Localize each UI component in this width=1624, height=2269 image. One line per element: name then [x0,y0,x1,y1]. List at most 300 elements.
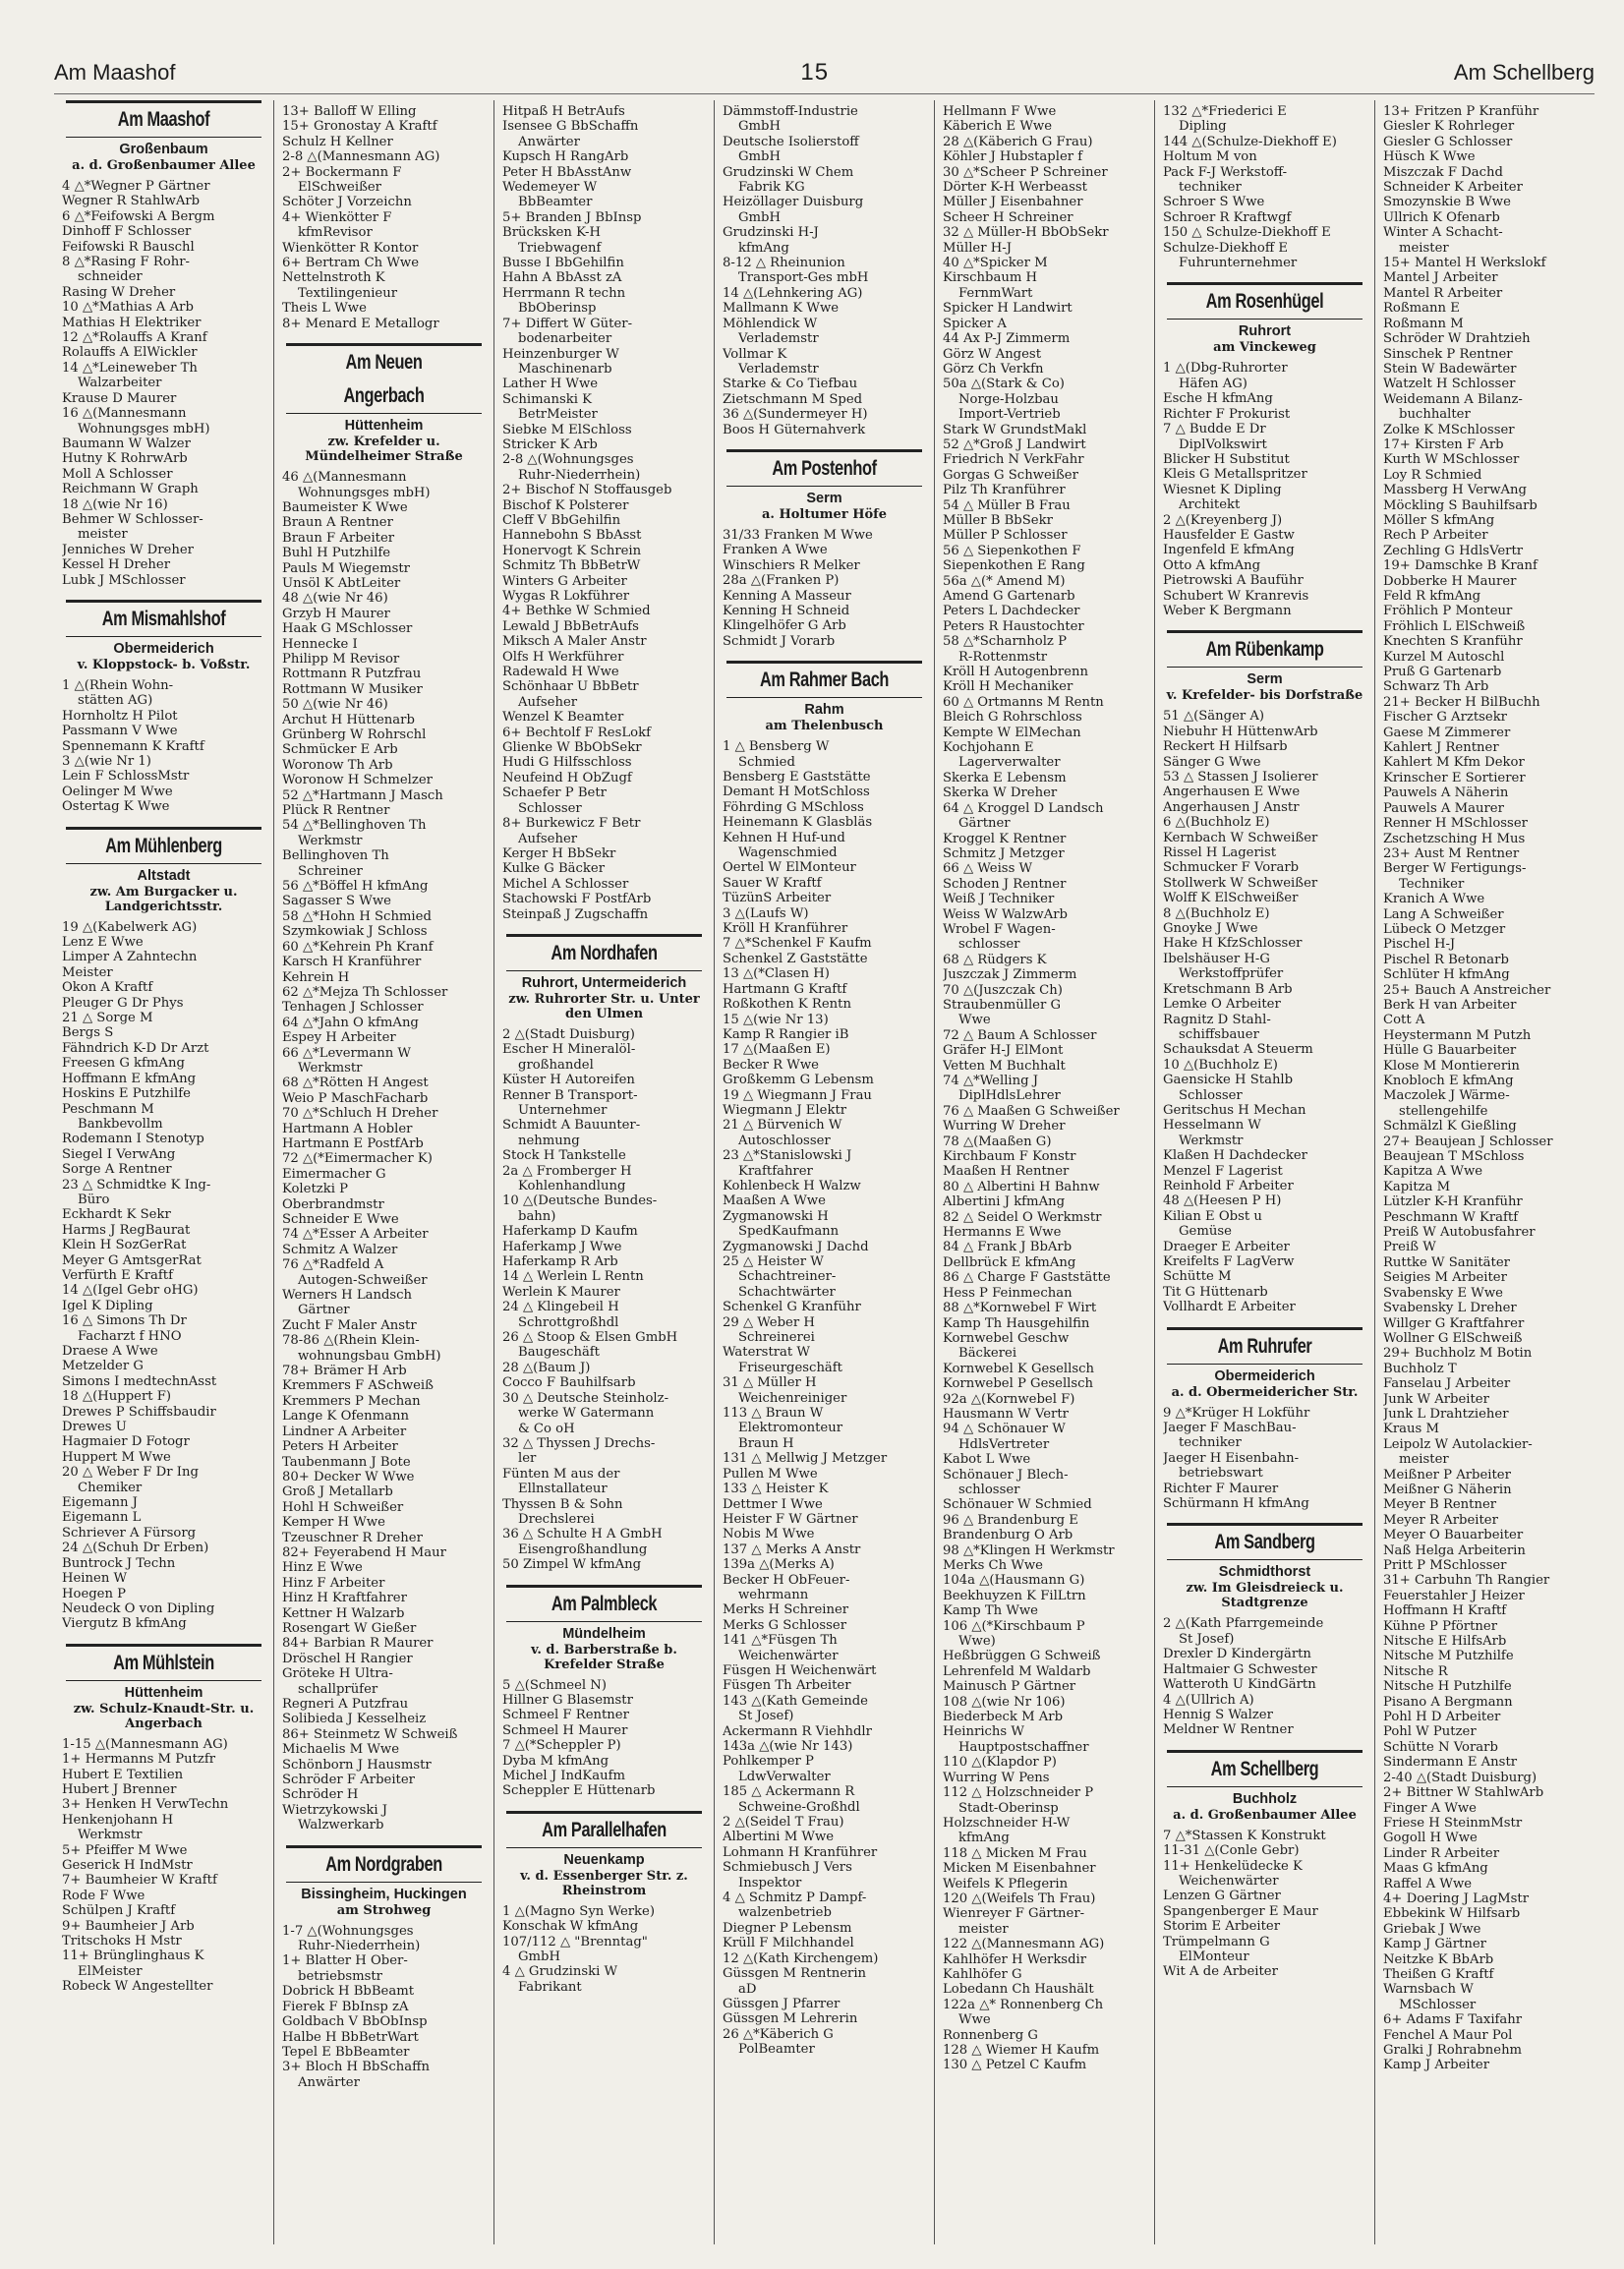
resident-entry: Schmälzl K Gießling [1383,1119,1517,1134]
resident-entry: Mainusch P Gärtner [943,1679,1076,1695]
resident-entry: Winters G Arbeiter [502,573,627,589]
resident-entry: Niebuhr H HüttenwArb [1163,724,1318,739]
resident-entry: 2a △ Fromberger H [502,1163,632,1179]
resident-entry: 36 △(Sundermeyer H) [723,407,868,423]
resident-entry: Michel A Schlosser [502,876,629,892]
resident-entry: Gärtner [298,1303,350,1318]
resident-entry: Schmeel F Rentner [502,1708,629,1723]
resident-entry: Bellinghoven Th [282,848,389,864]
resident-entry: Gnoyke J Wwe [1163,921,1258,937]
resident-entry: 8 △(Buchholz E) [1163,905,1270,921]
resident-entry: Braun H [738,1435,794,1451]
heading-rule [726,486,922,487]
resident-entry: 82 △ Seidel O Werkmstr [943,1209,1102,1225]
resident-entry: Heizöllager Duisburg [723,195,864,210]
resident-entry: Knechten S Kranführ [1383,634,1523,650]
resident-entry: Baumann W Walzer [62,436,191,451]
resident-entry: Pohlkemper P [723,1754,814,1770]
resident-entry: Schmitz J Metzger [943,845,1065,861]
street-heading [62,100,265,173]
resident-entry: Klingelhöfer G Arb [723,618,846,634]
directory-column [274,100,494,2244]
resident-entry: Escher H Mineralöl- [502,1042,636,1058]
resident-entry: Wagenschmied [738,845,838,861]
resident-entry: Lenz E Wwe [62,935,144,951]
resident-entry: 29 △ Weber H [723,1314,815,1330]
resident-entry: St Josef) [1179,1631,1235,1647]
resident-entry: Grzyb H Maurer [282,606,390,621]
resident-entry: Ruhr-Niederrhein) [518,467,641,483]
resident-entry: Pietrowski A Bauführ [1163,573,1304,589]
resident-entry: Metzelder G [62,1359,144,1374]
resident-entry: Meyer R Arbeiter [1383,1512,1498,1528]
resident-entry: Raffel A Wwe [1383,1876,1473,1891]
resident-entry: Anwärter [518,134,580,149]
resident-entry: 1-7 △(Wohnungsges [282,1923,414,1939]
resident-list [1163,1616,1366,1737]
resident-entry: Hauptpostschaffner [958,1739,1089,1755]
resident-entry: 96 △ Brandenburg E [943,1512,1078,1528]
resident-entry: 64 △*Jahn O kfmAng [282,1015,419,1030]
resident-entry: Möckling S Bauhilfsarb [1383,497,1537,513]
resident-entry: 1 △(Rhein Wohn- [62,677,174,693]
heading-rule [66,863,261,864]
resident-entry: Watteroth U KindGärtn [1163,1677,1316,1693]
resident-entry: 5 △(Schmeel N) [502,1677,607,1693]
resident-entry: Friedrich N VerkFahr [943,452,1084,468]
resident-entry: Reichmann W Graph [62,482,199,497]
resident-entry: R-Rottenmstr [958,649,1048,665]
district-name: Hüttenheim [344,418,424,435]
resident-entry: Braun A Rentner [282,515,393,531]
resident-entry: 76 △ Maaßen G Schweißer [943,1103,1120,1119]
resident-list [1383,104,1588,2073]
resident-entry: Vollmar K [723,346,787,362]
resident-entry: Lützler K-H Kranführ [1383,1194,1523,1210]
resident-entry: Weichenwärter [738,1648,839,1663]
resident-entry: Kilian E Obst u [1163,1208,1262,1224]
resident-entry: 68 △*Rötten H Angest [282,1076,429,1091]
resident-entry: 9+ Baumheier J Arb [62,1918,195,1934]
resident-entry: Heinzenburger W [502,346,619,362]
heading-rule [66,636,261,637]
resident-entry: 4 △ Schmitz P Dampf- [723,1891,867,1906]
resident-entry: Merks H Schreiner [723,1602,849,1618]
resident-entry: schlosser [958,1482,1020,1497]
resident-entry: 5+ Pfeiffer M Wwe [62,1842,188,1858]
resident-entry: Haltmaier G Schwester [1163,1661,1317,1677]
resident-entry: 98 △*Klingen H Werkmstr [943,1542,1115,1558]
resident-list [62,920,265,1632]
resident-entry: Weifels K Pflegerin [943,1876,1069,1891]
resident-entry: Bischof K Polsterer [502,497,629,513]
resident-entry: & Co oH [518,1421,575,1436]
resident-entry: Tzeuschner R Dreher [282,1530,423,1545]
resident-entry: Rode F Wwe [62,1888,145,1903]
resident-entry: 72 △ Baum A Schlosser [943,1027,1097,1043]
resident-entry: Lindner A Arbeiter [282,1424,407,1439]
resident-entry: Nettelnstroth K [282,270,385,286]
resident-entry: Ruhr-Niederrhein) [298,1939,421,1954]
resident-entry: SpedKaufmann [738,1224,840,1240]
resident-entry: Pauls M Wiegemstr [282,560,410,576]
resident-entry: Schröder F Arbeiter [282,1773,415,1788]
resident-entry: 92a △(Kornwebel F) [943,1391,1075,1407]
resident-entry: Biederbeck M Arb [943,1710,1064,1725]
resident-entry: Kohlenbeck H Walzw [723,1178,861,1193]
resident-entry: Esche H kfmAng [1163,391,1273,407]
resident-entry: Zolke K MSchlosser [1383,422,1515,437]
resident-entry: Straubenmüller G [943,997,1062,1013]
resident-entry: Kirchbaum F Konstr [943,1149,1076,1165]
resident-entry: Pischel H-J [1383,937,1456,953]
resident-entry: Lewald J BbBetrAufs [502,618,639,634]
resident-entry: Schlüter H kfmAng [1383,967,1510,983]
resident-entry: Stollwerk W Schweißer [1163,875,1318,891]
resident-entry: Hartmann E PostfArb [282,1135,424,1151]
resident-entry: Maschinenarb [518,361,612,377]
resident-entry: 60 △*Kehrein Ph Kranf [282,939,434,955]
resident-entry: Sauer W Kraftf [723,875,822,891]
resident-entry: 54 △ Müller B Frau [943,497,1071,513]
resident-entry: Kochjohann E [943,740,1034,756]
resident-entry: 7 △ Budde E Dr [1163,422,1266,437]
resident-entry: Tenhagen J Schlosser [282,1000,424,1016]
resident-entry: Lather H Wwe [502,377,599,392]
resident-entry: Jaeger F MaschBau- [1163,1421,1297,1436]
resident-entry: Bensberg E Gaststätte [723,770,871,785]
resident-entry: Moll A Schlosser [62,466,173,482]
resident-entry: 141 △*Füsgen Th [723,1633,838,1649]
resident-entry: Szymkowiak J Schloss [282,924,428,940]
resident-entry: 80+ Decker W Wwe [282,1469,415,1484]
resident-entry: Klaßen H Dachdecker [1163,1148,1307,1164]
resident-entry: Maaßen H Rentner [943,1164,1070,1180]
resident-entry: techniker [1179,180,1242,196]
resident-entry: Schlosser [1179,1087,1243,1103]
resident-entry: 118 △ Micken M Frau [943,1845,1087,1861]
resident-entry: Hinz E Wwe [282,1560,363,1576]
resident-entry: Werlein K Maurer [502,1284,620,1300]
resident-entry: 31+ Carbuhn Th Rangier [1383,1573,1550,1589]
resident-entry: 185 △ Ackermann R [723,1784,855,1800]
resident-entry: Kernbach W Schweißer [1163,830,1318,845]
resident-entry: 46 △(Mannesmann [282,470,407,486]
resident-entry: Cott A [1383,1013,1425,1028]
resident-entry: 66 △ Weiss W [943,861,1033,877]
resident-entry: Güssgen J Pfarrer [723,1996,841,2011]
resident-entry: Transport-Ges mbH [738,270,869,286]
directory-column [1155,100,1375,2244]
resident-entry: Schoden J Rentner [943,876,1067,892]
resident-entry: 8-12 △ Rheinunion [723,256,845,271]
resident-entry: Beaujean T MSchloss [1383,1149,1525,1165]
resident-entry: Kamp R Rangier iB [723,1026,849,1042]
resident-entry: Friseurgeschäft [738,1360,842,1375]
resident-entry: 143 △(Kath Gemeinde [723,1693,868,1709]
resident-entry: Scheppler E Hüttenarb [502,1783,656,1799]
resident-entry: Kühne P Pförtner [1383,1618,1498,1634]
resident-entry: 2-8 △(Mannesmann AG) [282,149,440,165]
resident-entry: Zietschmann M Sped [723,391,863,407]
resident-entry: Müller H-J [943,240,1012,256]
resident-entry: 68 △ Rüdgers K [943,952,1047,967]
resident-entry: Hoegen P [62,1586,127,1601]
resident-entry: 18 △(wie Nr 16) [62,496,168,512]
resident-entry: 13 △(*Clasen H) [723,966,830,982]
resident-entry: Karsch H Kranführer [282,955,422,970]
resident-entry: Fenchel A Maur Pol [1383,2027,1513,2043]
resident-entry: Schmeel H Maurer [502,1722,628,1738]
district-name: Obermeiderich [113,640,214,657]
resident-entry: Herrmann R techn [502,285,626,301]
street-heading [723,449,926,522]
resident-entry: Kirschbaum H [943,270,1038,286]
resident-entry: Friese H SteinmMstr [1383,1815,1523,1831]
resident-entry: Honervogt K Schrein [502,543,642,558]
resident-entry: Küster H Autoreifen [502,1073,635,1088]
resident-entry: Schröder W Drahtzieh [1383,331,1531,347]
resident-entry: Anwärter [298,2074,360,2090]
page-number: 15 [800,59,830,86]
resident-entry: Lang A Schweißer [1383,906,1504,922]
street-heading [282,343,486,464]
resident-entry: 24 △(Schuh Dr Erben) [62,1541,209,1556]
resident-entry: Smozynskie B Wwe [1383,195,1511,210]
resident-entry: Föhrding G MSchloss [723,799,864,815]
resident-entry: Ragnitz D Stahl- [1163,1012,1271,1027]
resident-entry: Roßmann E [1383,301,1460,317]
resident-entry: Thyssen B & Sohn [502,1496,623,1512]
resident-entry: Busse I BbGehilfin [502,256,624,271]
resident-entry: 84+ Barbian R Maurer [282,1636,434,1652]
resident-entry: 4+ Wienkötter F [282,209,392,225]
resident-entry: Schönauer J Blech- [943,1467,1069,1483]
resident-entry: Meyer G AmtsgerRat [62,1252,202,1268]
resident-entry: Kröll H Autogenbrenn [943,665,1088,680]
resident-entry: Ronnenberg G [943,2027,1038,2043]
resident-entry: Wienreyer F Gärtner- [943,1906,1085,1922]
resident-entry: Robeck W Angestellter [62,1979,213,1995]
resident-entry: Radewald H Wwe [502,665,619,680]
resident-entry: 25 △ Heister W [723,1254,824,1269]
resident-entry: Dämmstoff-Industrie [723,104,858,119]
resident-list [62,678,265,815]
resident-entry: Kranich A Wwe [1383,892,1485,907]
resident-entry: 48 △(Heesen P H) [1163,1193,1282,1209]
resident-entry: 110 △(Klapdor P) [943,1755,1057,1771]
resident-entry: Sinschek P Rentner [1383,346,1513,362]
street-locator: am Thelenbusch [765,719,884,734]
resident-entry: 7+ Differt W Güter- [502,316,633,331]
resident-entry: Neitzke K BbArb [1383,1951,1494,1967]
resident-entry: Meißner P Arbeiter [1383,1467,1511,1483]
resident-entry: Schütte M [1163,1269,1232,1285]
resident-entry: Warnsbach W [1383,1982,1474,1998]
resident-entry: Maczolek J Wärme- [1383,1088,1510,1104]
resident-entry: Zygmanowski H [723,1208,829,1224]
resident-entry: Facharzt f HNO [78,1328,182,1344]
resident-entry: 128 △ Wiemer H Kaufm [943,2043,1100,2058]
resident-entry: Kamp J Arbeiter [1383,2058,1490,2073]
resident-entry: Inspektor [738,1875,802,1891]
resident-entry: kfmAng [958,1831,1010,1846]
resident-entry: 15+ Mantel H Werkslokf [1383,256,1546,271]
district-name: Rahm [804,702,844,719]
resident-entry: Weber K Bergmann [1163,603,1292,618]
resident-entry: Roßmann M [1383,316,1464,331]
resident-entry: Kurzel M Autoschl [1383,649,1505,665]
resident-entry: Güssgen M Lehrerin [723,2011,858,2027]
resident-entry: Hahn A BbAsst zA [502,270,622,286]
resident-entry: 19+ Damschke B Kranf [1383,558,1537,574]
resident-entry: Berk H van Arbeiter [1383,997,1517,1013]
resident-entry: Oertel W ElMonteur [723,860,856,876]
resident-entry: Mantel R Arbeiter [1383,285,1503,301]
resident-entry: 21 △ Bürvenich W [723,1118,842,1134]
resident-entry: Preiß W Autobusfahrer [1383,1225,1536,1241]
directory-column [935,100,1155,2244]
district-name: Obermeiderich [1214,1367,1315,1384]
resident-entry: Hülle G Bauarbeiter [1383,1043,1517,1059]
resident-entry: 6 △(Buchholz E) [1163,815,1270,831]
district-name: Ruhrort [1238,323,1292,340]
street-heading [1163,1327,1366,1400]
resident-entry: Richter F Maurer [1163,1481,1279,1496]
resident-entry: Pruß G Gartenarb [1383,665,1502,680]
resident-entry: Theis L Wwe [282,301,367,317]
resident-entry: Weichenwärter [1179,1873,1279,1889]
resident-entry: Draeger E Arbeiter [1163,1239,1290,1254]
resident-entry: Ingenfeld E kfmAng [1163,543,1295,558]
resident-entry: Hillner G Blasemstr [502,1692,633,1708]
resident-entry: Brücksken K-H [502,225,601,241]
resident-entry: Ellnstallateur [518,1482,608,1497]
resident-entry: Kerger H BbSekr [502,845,616,861]
resident-entry: nehmung [518,1133,580,1148]
resident-entry: 120 △(Weifels Th Frau) [943,1891,1096,1906]
street-locator: zw. Krefelder u. Mündelheimer Straße [305,435,463,465]
resident-entry: Peschmann W Kraftf [1383,1209,1519,1225]
resident-entry: Heystermann M Putzh [1383,1027,1532,1043]
resident-entry: Schürmann H kfmAng [1163,1496,1309,1512]
resident-entry: Heister F W Gärtner [723,1511,858,1527]
resident-entry: Solibieda J Kesselheiz [282,1712,427,1727]
resident-entry: Schmucker F Vorarb [1163,860,1300,876]
resident-entry: Jaeger H Eisenbahn- [1163,1450,1300,1466]
resident-entry: 76 △*Radfeld A [282,1257,384,1273]
street-heading [282,1845,486,1918]
resident-entry: bahn) [518,1208,556,1224]
resident-entry: 52 △*Groß J Landwirt [943,436,1086,452]
resident-entry: 3 △(wie Nr 1) [62,754,151,769]
resident-entry: Angerhausen E Wwe [1163,785,1301,800]
district-name: Neuenkamp [563,1851,645,1868]
resident-entry: Nobis M Wwe [723,1527,815,1542]
resident-entry: Bergs S [62,1025,114,1041]
resident-entry: Schütte N Vorarb [1383,1739,1498,1755]
resident-entry: Kapitza A Wwe [1383,1164,1483,1180]
resident-entry: Unsöl K AbtLeiter [282,575,401,591]
resident-entry: Albertini M Wwe [723,1830,835,1845]
resident-list [62,1737,265,1995]
street-name: Am Postenhof [772,456,877,480]
resident-entry: Kapitza M [1383,1179,1451,1194]
resident-entry: Renner B Transport- [502,1087,638,1103]
resident-entry: 14 △(Igel Gebr oHG) [62,1283,199,1299]
resident-entry: Schöter J Vorzeichn [282,195,412,210]
resident-entry: Schmidt J Vorarb [723,633,836,649]
resident-entry: ElMonteur [1179,1949,1249,1964]
resident-entry: Roßkothen K Rentn [723,997,851,1013]
resident-entry: 52 △*Hartmann J Masch [282,787,443,803]
resident-entry: 10 △(Deutsche Bundes- [502,1193,658,1209]
resident-entry: 30 △*Scheer P Schreiner [943,164,1108,180]
resident-entry: Kempte W ElMechan [943,725,1081,740]
resident-entry: Autogen-Schweißer [298,1272,428,1288]
resident-entry: Schachtreiner- [738,1269,837,1285]
resident-entry: Triebwagenf [518,240,602,256]
resident-entry: Gogoll H Wwe [1383,1831,1478,1846]
resident-entry: Knobloch E kfmAng [1383,1074,1514,1088]
resident-entry: Großkemm G Lebensm [723,1073,874,1088]
resident-entry: Passmann V Wwe [62,724,178,739]
resident-entry: Lagerverwalter [958,755,1061,771]
resident-entry: TüzünS Arbeiter [723,891,832,906]
resident-entry: 139a △(Merks A) [723,1557,835,1573]
resident-entry: Hennig S Walzer [1163,1707,1273,1722]
district-name: Altstadt [137,867,191,884]
resident-entry: Feuerstahler J Heizer [1383,1588,1525,1603]
resident-entry: 23 △*Stanislowski J [723,1148,852,1164]
resident-entry: Winschiers R Melker [723,557,860,573]
resident-entry: Schmied [738,754,795,770]
resident-entry: Weio P MaschFacharb [282,1090,429,1106]
resident-entry: Lange K Ofenmann [282,1409,409,1425]
resident-entry: Klose M Montiererin [1383,1058,1520,1074]
resident-entry: Peters H Arbeiter [282,1439,398,1455]
resident-entry: Schroer R Kraftwgf [1163,209,1292,225]
resident-list [282,470,486,1833]
resident-entry: 8+ Menard E Metallogr [282,316,439,331]
street-heading [1163,1750,1366,1823]
resident-entry: 21 △ Sorge M [62,1011,153,1026]
street-name: Am Rahmer Bach [759,669,890,692]
resident-entry: 27+ Beaujean J Schlosser [1383,1134,1553,1149]
resident-entry: Kraus M [1383,1422,1439,1437]
directory-column [54,100,274,2244]
resident-entry: Möller S kfmAng [1383,512,1495,528]
resident-entry: Schreiner [298,863,363,879]
resident-entry: 106 △(*Kirschbaum P [943,1618,1085,1634]
resident-entry: 58 △*Scharnholz P [943,634,1067,650]
resident-entry: Pohl W Putzer [1383,1724,1477,1740]
resident-entry: 26 △ Stoop & Elsen GmbH [502,1330,678,1346]
resident-entry: Skerka E Lebensm [943,770,1067,785]
district-name: Serm [1247,671,1283,688]
resident-entry: techniker [1179,1435,1242,1451]
street-locator: a. d. Obermeidericher Str. [1171,1384,1359,1400]
resident-entry: Jenniches W Dreher [62,542,194,557]
resident-entry: Angerhausen J Anstr [1163,799,1300,815]
resident-entry: Hoffmann H Kraftf [1383,1603,1507,1619]
resident-entry: Philipp M Revisor [282,651,400,667]
resident-entry: 50a △(Stark & Co) [943,377,1065,392]
resident-entry: Hohl H Schweißer [282,1499,404,1515]
resident-entry: Miszczak F Dachd [1383,164,1503,180]
resident-entry: Schlosser [518,800,582,816]
resident-entry: 15+ Gronostay A Kraftf [282,119,437,135]
